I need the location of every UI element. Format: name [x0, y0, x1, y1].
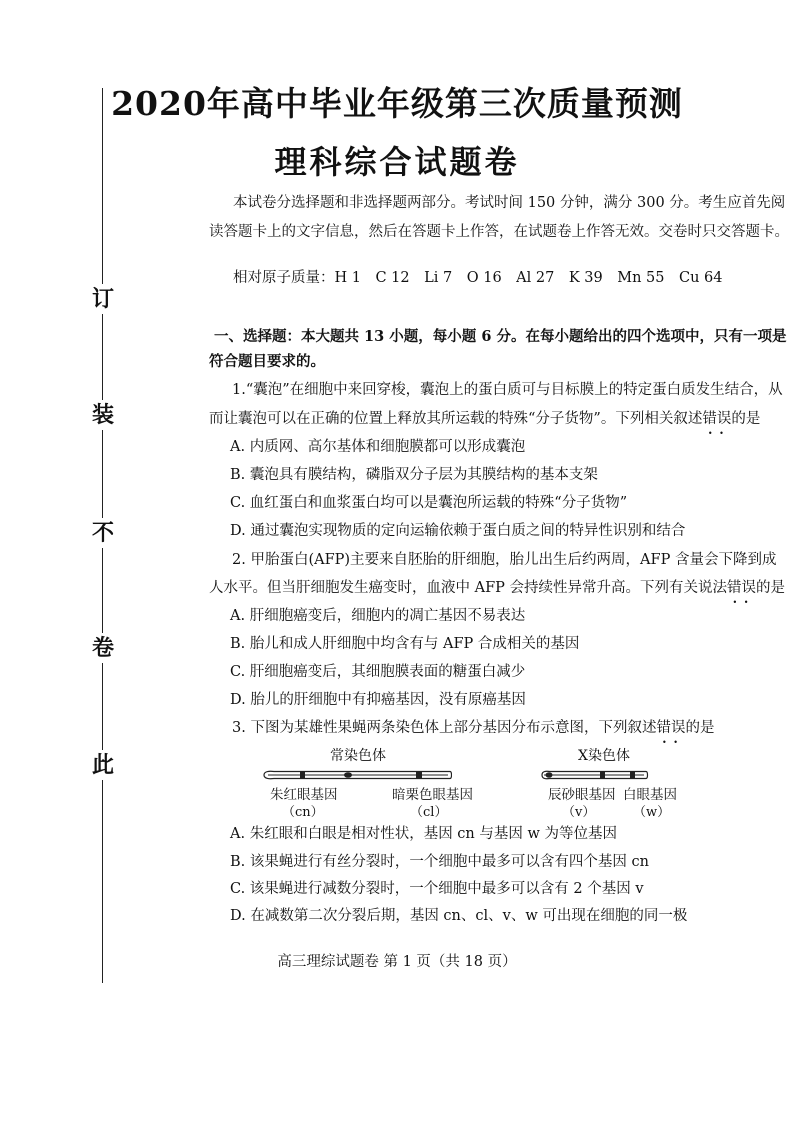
q2-option-d: D. 胎儿的肝细胞中有抑癌基因，没有原癌基因	[230, 692, 526, 708]
page-footer: 高三理综试题卷 第 1 页（共 18 页）	[277, 954, 517, 970]
gene-cn-band	[300, 772, 305, 779]
autosome-centromere	[344, 772, 352, 778]
binding-margin	[88, 88, 118, 983]
gene-v-band	[600, 772, 605, 779]
autosome-label: 常染色体	[330, 748, 386, 764]
intro-line-1: 本试卷分选择题和非选择题两部分。考试时间 150 分钟，满分 300 分。考生应首先阅	[233, 195, 786, 211]
q3-stem	[232, 718, 714, 738]
gene-cl-name: 暗栗色眼基因	[392, 787, 473, 803]
binding-char-ci: 此	[88, 750, 118, 780]
q1-option-a: A. 内质网、高尔基体和细胞膜都可以形成囊泡	[230, 439, 526, 455]
q3-option-a: A. 朱红眼和白眼是相对性状，基因 cn 与基因 w 为等位基因	[230, 826, 617, 842]
q2-stem-end: 的是	[756, 580, 786, 596]
q2-option-a: A. 肝细胞癌变后，细胞内的凋亡基因不易表达	[230, 608, 526, 624]
q3-option-b: B. 该果蝇进行有丝分裂时，一个细胞中最多可以含有四个基因 cn	[230, 854, 649, 870]
q1-option-b: B. 囊泡具有膜结构，磷脂双分子层为其膜结构的基本支架	[230, 467, 598, 483]
q1-emphasis: 错误 • •	[702, 409, 731, 429]
gene-v-symbol: （v）	[562, 805, 596, 820]
q1-stem-line-2	[209, 409, 760, 429]
q2-option-b: B. 胎儿和成人肝细胞中均含有与 AFP 合成相关的基因	[230, 636, 580, 652]
binding-char-zhuang: 装	[88, 400, 118, 430]
q3-stem-text: 3. 下图为某雄性果蝇两条染色体上部分基因分布示意图，下列叙述	[232, 720, 657, 736]
binding-char-ding: 订	[88, 284, 118, 314]
section-heading-line-2: 符合题目要求的。	[209, 353, 325, 370]
intro-line-2: 读答题卡上的文字信息，然后在答题卡上作答，在试题卷上作答无效。交卷时只交答题卡。	[209, 224, 789, 240]
q1-stem-line-1: 1.“囊泡”在细胞中来回穿梭，囊泡上的蛋白质可与目标膜上的特定蛋白质发生结合，从	[232, 382, 783, 398]
gene-v-name: 辰砂眼基因	[548, 787, 616, 803]
q3-option-c: C. 该果蝇进行减数分裂时，一个细胞中最多可以含有 2 个基因 v	[230, 881, 644, 897]
q1-stem-text: 而让囊泡可以在正确的位置上释放其所运载的特殊“分子货物”。下列相关叙述	[209, 411, 703, 427]
gene-w-symbol: （w）	[633, 805, 671, 820]
section-heading-line-1: 一、选择题：本大题共 13 小题，每小题 6 分。在每小题给出的四个选项中，只有一项是	[214, 328, 787, 345]
q1-option-d: D. 通过囊泡实现物质的定向运输依赖于蛋白质之间的特异性识别和结合	[230, 523, 686, 539]
x-chromosome-diagram	[540, 768, 650, 782]
q3-stem-end: 的是	[685, 720, 715, 736]
q3-emphasis: 错误 • •	[656, 718, 685, 738]
q2-stem-line-1: 2. 甲胎蛋白(AFP)主要来自胚胎的肝细胞，胎儿出生后约两周，AFP 含量会下降到成	[232, 552, 777, 568]
atomic-mass-line: 相对原子质量：H 1 C 12 Li 7 O 16 Al 27 K 39 Mn 55 Cu 64	[233, 270, 723, 286]
binding-char-bu: 不	[88, 518, 118, 548]
q2-stem-text: 人水平。但当肝细胞发生癌变时，血液中 AFP 会持续性异常升高。下列有关说法	[209, 580, 728, 596]
gene-cl-symbol: （cl）	[410, 805, 448, 820]
gene-cn-name: 朱红眼基因	[270, 787, 338, 803]
binding-char-juan: 卷	[88, 633, 118, 663]
q2-option-c: C. 肝细胞癌变后，其细胞膜表面的糖蛋白减少	[230, 664, 526, 680]
q2-emphasis: 错误 • •	[727, 578, 756, 598]
gene-cl-band	[416, 772, 422, 779]
x-centromere	[546, 772, 553, 778]
q1-stem-end: 的是	[731, 411, 761, 427]
autosome-diagram	[262, 768, 452, 782]
gene-w-band	[630, 772, 635, 779]
q2-stem-line-2	[209, 578, 785, 598]
x-chromosome-label: X染色体	[578, 748, 630, 764]
q3-option-d: D. 在减数第二次分裂后期，基因 cn、cl、v、w 可出现在细胞的同一极	[230, 908, 688, 924]
q1-option-c: C. 血红蛋白和血浆蛋白均可以是囊泡所运载的特殊“分子货物”	[230, 495, 628, 511]
exam-subtitle: 理科综合试题卷	[274, 143, 520, 181]
gene-w-name: 白眼基因	[623, 787, 677, 803]
exam-title: 2020年高中毕业年级第三次质量预测	[111, 84, 683, 123]
gene-cn-symbol: （cn）	[282, 805, 324, 820]
